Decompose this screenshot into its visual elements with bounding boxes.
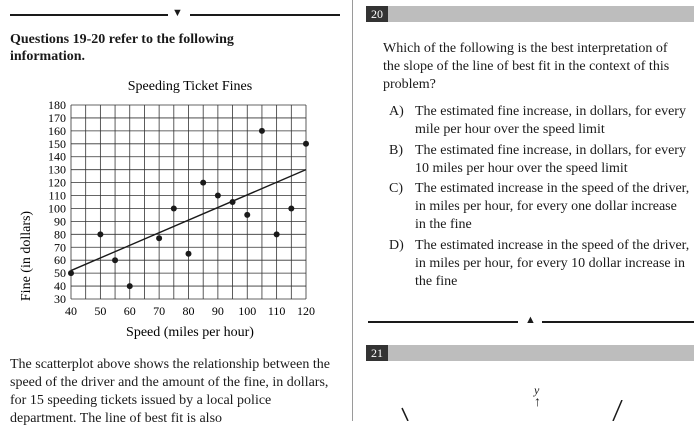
choice-letter: B) bbox=[389, 143, 403, 158]
data-point bbox=[288, 205, 294, 211]
x-tick-label: 80 bbox=[182, 304, 195, 318]
column-divider bbox=[352, 0, 353, 421]
y-tick-label: 180 bbox=[48, 98, 66, 112]
y-tick-label: 70 bbox=[54, 240, 66, 255]
y-tick-label: 50 bbox=[54, 266, 66, 281]
choice-letter: D) bbox=[389, 238, 404, 253]
q21-y-axis-label: y bbox=[534, 383, 540, 397]
grid bbox=[71, 105, 306, 299]
mid-rule-left bbox=[368, 321, 518, 323]
x-tick-label: 70 bbox=[153, 304, 166, 318]
choice-text: The estimated increase in the speed of the driver, in miles per hour, for every 10 dollar increase in the fine bbox=[415, 238, 690, 289]
question-21-bar bbox=[366, 345, 694, 361]
mid-rule-right bbox=[542, 321, 694, 323]
y-tick-label: 170 bbox=[48, 110, 66, 125]
y-tick-label: 130 bbox=[48, 162, 66, 177]
y-tick-label: 160 bbox=[48, 123, 66, 138]
choice-text: The estimated increase in the speed of the driver, in miles per hour, for every one dollar increase in the fine bbox=[415, 181, 690, 232]
x-tick-label: 90 bbox=[211, 304, 224, 318]
description-paragraph: The scatterplot above shows the relationship between the speed of the driver and the amount of the fine, in dollars, for 15 speeding tickets issued by a local police department. The line of best fit is also bbox=[10, 357, 330, 426]
x-tick-label: 60 bbox=[123, 304, 136, 318]
choice-letter: C) bbox=[389, 181, 403, 196]
data-point bbox=[230, 199, 236, 205]
scatterplot-chart bbox=[0, 70, 350, 345]
data-point bbox=[112, 257, 118, 263]
data-point bbox=[274, 231, 280, 237]
choice-text: The estimated fine increase, in dollars, for every mile per hour over the speed limit bbox=[415, 104, 686, 137]
questions-heading: Questions 19-20 refer to the following information. bbox=[10, 32, 234, 64]
data-point bbox=[200, 180, 206, 186]
data-point bbox=[215, 193, 221, 199]
data-point bbox=[303, 141, 309, 147]
y-tick-label: 110 bbox=[48, 188, 66, 203]
chart-title: Speeding Ticket Fines bbox=[127, 79, 253, 94]
data-point bbox=[97, 231, 103, 237]
x-tick-label: 100 bbox=[238, 304, 257, 318]
top-rule-right bbox=[190, 14, 340, 16]
x-tick-label: 40 bbox=[65, 304, 77, 318]
choice-text: The estimated fine increase, in dollars, for every 10 miles per hour over the speed limit bbox=[415, 143, 686, 176]
y-tick-label: 90 bbox=[54, 214, 66, 229]
y-tick-label: 100 bbox=[48, 201, 66, 216]
y-tick-label: 150 bbox=[48, 136, 66, 151]
triangle-down-icon: ▼ bbox=[172, 7, 183, 19]
y-tick-label: 120 bbox=[48, 175, 66, 190]
triangle-up-icon: ▲ bbox=[525, 314, 536, 326]
data-point bbox=[244, 212, 250, 218]
data-point bbox=[156, 235, 162, 241]
data-point bbox=[259, 128, 265, 134]
choice-letter: A) bbox=[389, 104, 404, 119]
question-20-number: 20 bbox=[366, 6, 388, 22]
chart-xlabel: Speed (miles per hour) bbox=[126, 325, 254, 340]
chart-ylabel: Fine (in dollars) bbox=[19, 210, 34, 302]
question-20-prompt: Which of the following is the best interpretation of the slope of the line of best fit in the context of this problem? bbox=[383, 41, 670, 92]
q21-graph-curves bbox=[400, 400, 640, 421]
question-21-number: 21 bbox=[366, 345, 388, 361]
data-point bbox=[171, 205, 177, 211]
x-tick-label: 120 bbox=[297, 304, 315, 318]
data-point bbox=[68, 270, 74, 276]
x-tick-label: 50 bbox=[94, 304, 107, 318]
x-tick-label: 110 bbox=[267, 304, 286, 318]
top-rule-left bbox=[10, 14, 168, 16]
y-tick-label: 30 bbox=[54, 292, 66, 306]
data-point bbox=[127, 283, 133, 289]
y-tick-label: 140 bbox=[48, 149, 66, 164]
question-20-bar bbox=[366, 6, 694, 22]
y-axis-arrow-icon: ↑ bbox=[534, 395, 541, 410]
y-tick-label: 40 bbox=[54, 279, 66, 294]
data-point bbox=[186, 251, 192, 257]
y-tick-label: 60 bbox=[54, 253, 66, 268]
y-tick-label: 80 bbox=[54, 227, 66, 242]
